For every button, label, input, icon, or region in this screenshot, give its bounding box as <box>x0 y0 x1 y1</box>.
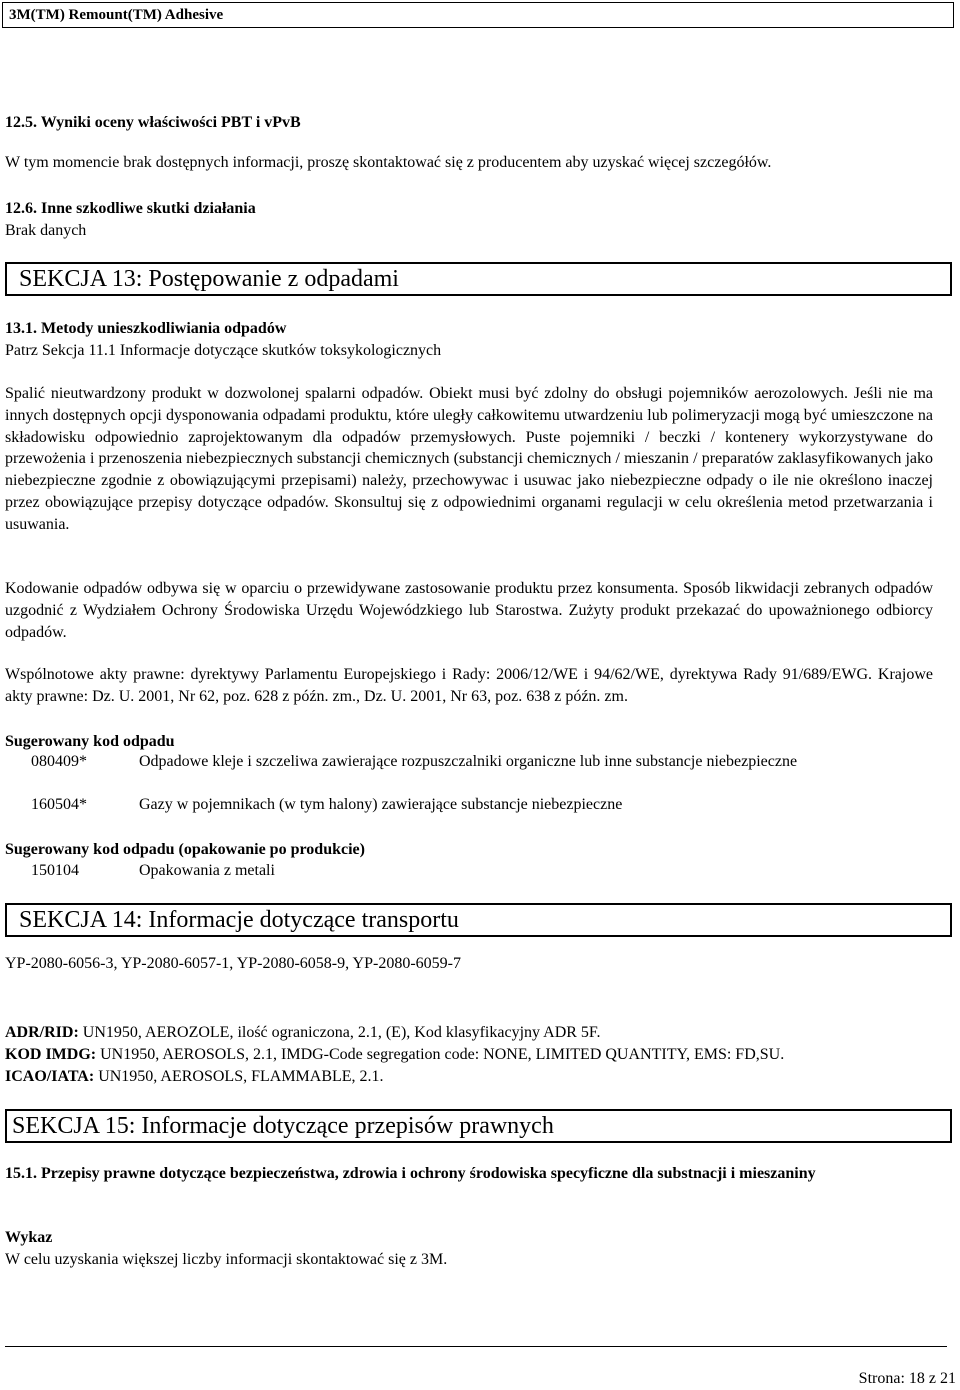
page-number: Strona: 18 z 21 <box>858 1370 956 1387</box>
section-13-title-text: SEKCJA 13: Postępowanie z odpadami <box>19 266 399 292</box>
imdg-line <box>5 1044 784 1066</box>
section-13-title <box>5 262 952 296</box>
paragraph-legal-acts: Wspólnotowe akty prawne: dyrektywy Parlamentu Europejskiego i Rady: 2006/12/WE i 94/62/WE, dyrektywa Rady 91/689/EWG. Krajowe akty prawne: Dz. U. 2001, Nr 62, poz. 628 z późn. zm., Dz. U. 2001, Nr 63, poz. 638 z późn. zm. <box>5 666 933 705</box>
icao-iata-line <box>5 1066 384 1088</box>
packaging-code-description: Opakowania z metali <box>139 862 275 879</box>
packaging-code: 150104 <box>31 862 79 879</box>
waste-code: 160504* <box>31 796 87 813</box>
document-header <box>2 2 954 28</box>
product-id-list: YP-2080-6056-3, YP-2080-6057-1, YP-2080-6058-9, YP-2080-6059-7 <box>5 955 461 972</box>
text-13-1-ref: Patrz Sekcja 11.1 Informacje dotyczące skutków toksykologicznych <box>5 342 442 359</box>
adr-rid-label: ADR/RID: <box>5 1024 79 1041</box>
text-wykaz: W celu uzyskania większej liczby informacji skontaktować się z 3M. <box>5 1251 448 1268</box>
paragraph-disposal: Spalić nieutwardzony produkt w dozwolonej spalarni odpadów. Obiekt musi być zdolny do obsługi pojemników aerozolowych. Jeśli nie ma innych dostępnych opcji dysponowania odpadami produktu, które uległy całkowitemu utwardzeniu lub polimeryzacji mogą być umieszczone na składowisku odpowiednio zaprojektowanym dla odpadów przemysłowych. Puste pojemniki / beczki / kontenery wykorzystywane do przewożenia i przenoszenia niebezpiecznych substancji chemicznych (substancji chemicznych / mieszanin / preparatów zaklasyfikowanych jako niebezpieczne zgodnie z obowiązującymi przepisami) należy, przechowywac i usuwac jako niebezpieczne odpady o ile nie określono inaczej przez obowiązujące przepisy dotyczące odpadów. Skonsultuj się z odpowiednimi organami regulacji w celu określenia metod przetwarzania i usuwania. <box>5 385 933 533</box>
heading-13-1: 13.1. Metody unieszkodliwiania odpadów <box>5 320 287 337</box>
icao-iata-label: ICAO/IATA: <box>5 1068 95 1085</box>
text-12-5: W tym momencie brak dostępnych informacji, proszę skontaktować się z producentem aby uzyskać więcej szczegółów. <box>5 154 772 171</box>
paragraph-waste-coding: Kodowanie odpadów odbywa się w oparciu o przewidywane zastosowanie produktu przez konsumenta. Sposób likwidacji zebranych odpadów uzgodnić z Wydziałem Ochrony Środowiska Urzędu Wojewódzkiego lub Starostwa. Zużyty produkt przekazać do upoważnionego odbiorcy odpadów. <box>5 580 933 641</box>
heading-waste-code: Sugerowany kod odpadu <box>5 733 175 750</box>
footer-divider <box>5 1346 947 1347</box>
heading-packaging-code: Sugerowany kod odpadu (opakowanie po produkcie) <box>5 841 365 858</box>
adr-rid-line <box>5 1022 601 1044</box>
heading-15-1: 15.1. Przepisy prawne dotyczące bezpieczeństwa, zdrowia i ochrony środowiska specyficzne dla substnacji i mieszaniny <box>5 1165 816 1182</box>
section-15-title <box>5 1109 952 1143</box>
section-15-title-text: SEKCJA 15: Informacje dotyczące przepisów prawnych <box>12 1113 554 1139</box>
icao-iata-value: UN1950, AEROSOLS, FLAMMABLE, 2.1. <box>94 1068 384 1085</box>
imdg-label: KOD IMDG: <box>5 1046 97 1063</box>
waste-code: 080409* <box>31 753 87 770</box>
text-12-6: Brak danych <box>5 222 87 239</box>
heading-wykaz: Wykaz <box>5 1229 53 1246</box>
section-14-title-text: SEKCJA 14: Informacje dotyczące transportu <box>19 907 459 933</box>
waste-code-description: Odpadowe kleje i szczeliwa zawierające rozpuszczalniki organiczne lub inne substancje niebezpieczne <box>139 753 798 770</box>
product-title: 3M(TM) Remount(TM) Adhesive <box>9 7 224 23</box>
heading-12-5: 12.5. Wyniki oceny właściwości PBT i vPvB <box>5 114 301 131</box>
heading-12-6: 12.6. Inne szkodliwe skutki działania <box>5 200 256 217</box>
imdg-value: UN1950, AEROSOLS, 2.1, IMDG-Code segregation code: NONE, LIMITED QUANTITY, EMS: FD,SU. <box>96 1046 785 1063</box>
adr-rid-value: UN1950, AEROZOLE, ilość ograniczona, 2.1, (E), Kod klasyfikacyjny ADR 5F. <box>78 1024 601 1041</box>
section-14-title <box>5 903 952 937</box>
waste-code-description: Gazy w pojemnikach (w tym halony) zawierające substancje niebezpieczne <box>139 796 623 813</box>
